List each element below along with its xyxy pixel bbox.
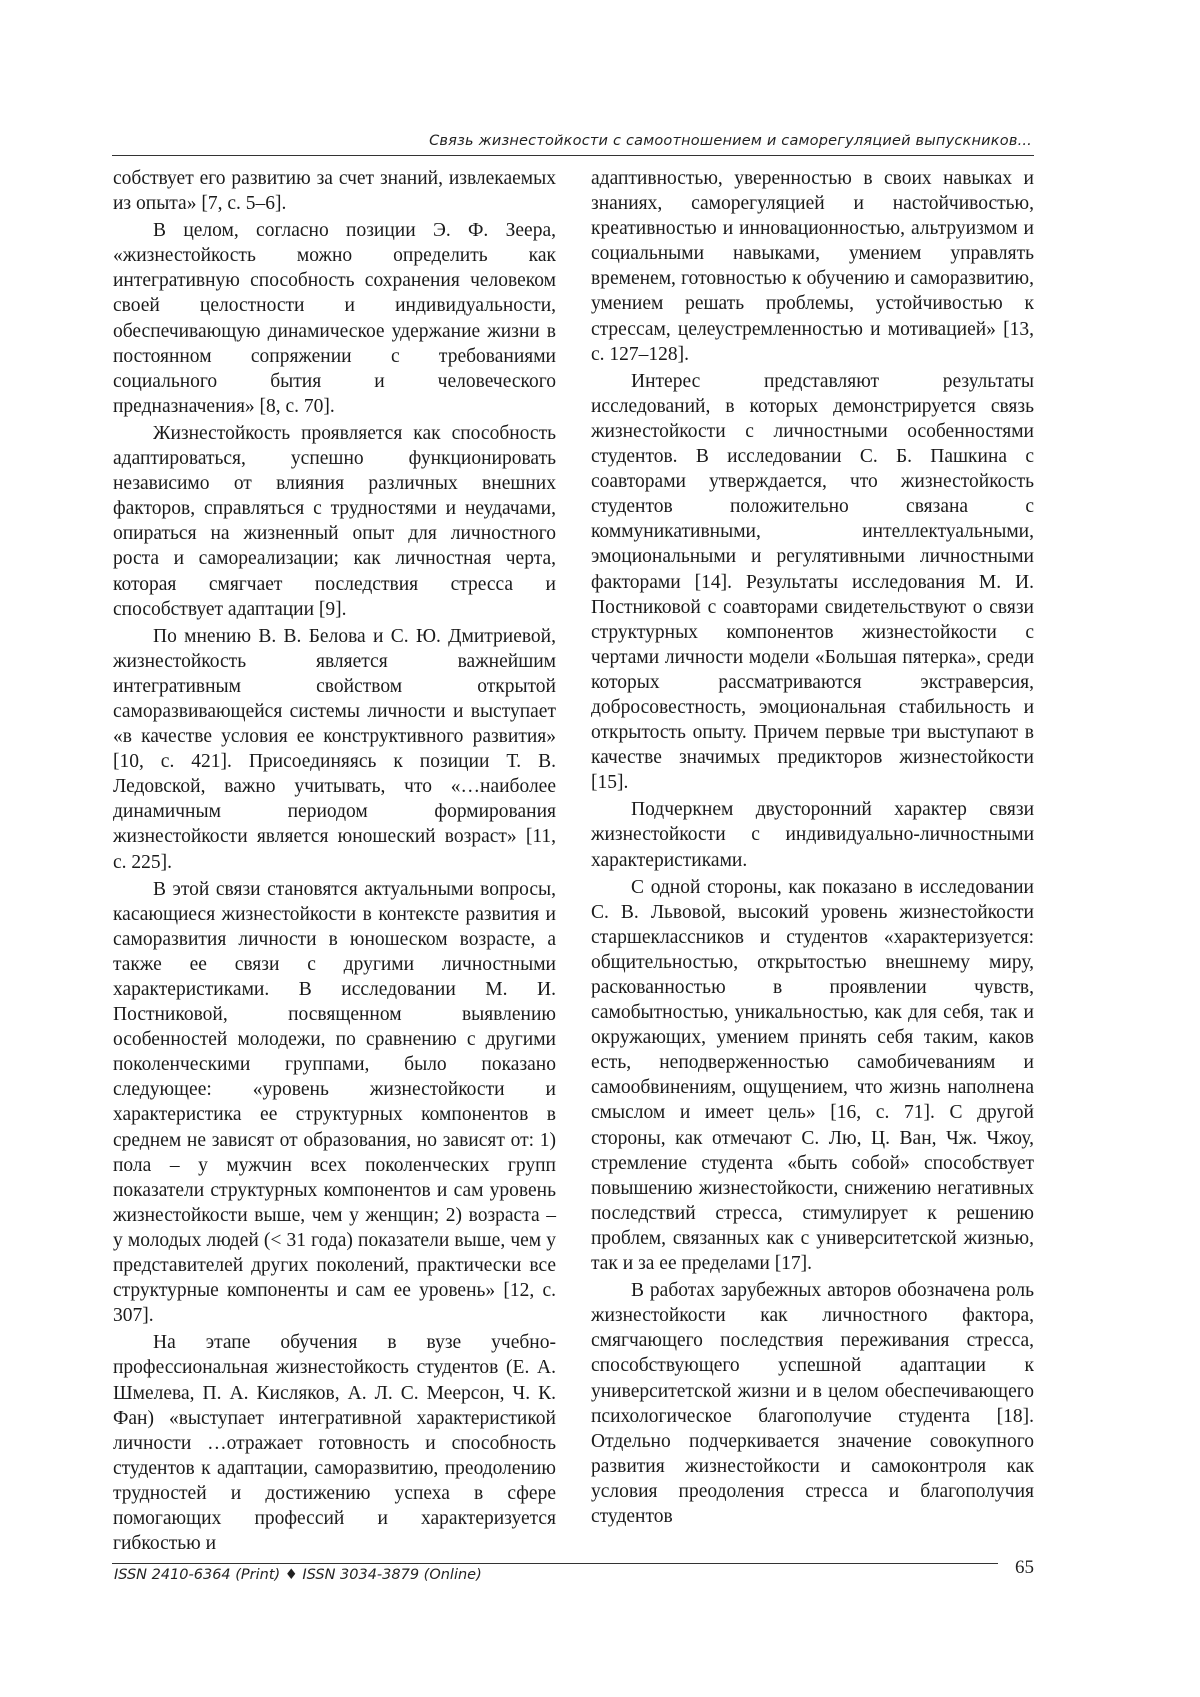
header-divider (112, 155, 1034, 156)
paragraph: адаптивностью, уверенностью в своих навыках и знаниях, саморегуляцией и настойчивостью, креативностью и инновационностью, альтруизмом и социальными навыками, умением управлять временем, готовностью к обучению и саморазвитию, умением решать проблемы, устойчивостью к стрессам, целеустремленностью и мотивацией» [13, с. 127–128]. (591, 168, 1034, 365)
paragraph: Подчеркнем двусторонний характер связи жизнестойкости с индивидуально-личностными характеристиками. (591, 799, 1034, 871)
footer-divider (112, 1563, 998, 1564)
paragraph: В работах зарубежных авторов обозначена роль жизнестойкости как личностного фактора, смягчающего последствия переживания стресса, способствующего успешной адаптации к университетской жизни и в целом обеспечивающего психологическое благополучие студента [18]. Отдельно подчеркивается значение совокупного развития жизнестойкости и самоконтроля как условия преодоления стресса и благополучия студентов (591, 1280, 1034, 1527)
paragraph: В целом, согласно позиции Э. Ф. Зеера, «жизнестойкость можно определить как интегративную способность сохранения человеком своей целостности и индивидуальности, обеспечивающую динамическое удержание жизни в постоянном сопряжении с требованиями социального бытия и человеческого предназначения» [8, с. 70]. (113, 220, 556, 417)
page-number: 65 (1015, 1557, 1034, 1578)
left-column (113, 166, 556, 1558)
paragraph: Жизнестойкость проявляется как способность адаптироваться, успешно функционировать независимо от влияния различных внешних факторов, справляться с трудностями и неудачами, опираться на жизненный опыт для личностного роста и самореализации; как личностная черта, которая смягчает последствия стресса и способствует адаптации [9]. (113, 422, 556, 620)
paragraph: собствует его развитию за счет знаний, извлекаемых из опыта» [7, с. 5–6]. (113, 168, 556, 215)
paragraph: В этой связи становятся актуальными вопросы, касающиеся жизнестойкости в контексте развития и саморазвития личности в юношеском возрасте, а также ее связи с другими личностными характеристиками. В исследовании М. И. Постниковой, посвященном выявлению особенностей молодежи, по сравнению с другими поколенческими группами, было показано следующее: «уровень жизнестойкости и характеристика ее структурных компонентов в среднем не зависят от образования, но зависят от: 1) пола – у мужчин всех поколенческих групп показатели структурных компонентов и сам уровень жизнестойкости выше, чем у женщин; 2) возраста – у молодых людей (< 31 года) показатели выше, чем у представителей других поколений, практически все структурные компоненты и сам ее уровень» [12, с. 307]. (113, 878, 556, 1327)
paragraph: По мнению В. В. Белова и С. Ю. Дмитриевой, жизнестойкость является важнейшим интегративным свойством открытой саморазвивающейся системы личности и выступает «в качестве условия ее конструктивного развития» [10, с. 421]. Присоединяясь к позиции Т. В. Ледовской, важно учитывать, что «…наиболее динамичным периодом формирования жизнестойкости является юношеский возраст» [11, с. 225]. (113, 625, 556, 873)
running-header: Связь жизнестойкости с самоотношением и саморегуляцией выпускников... (429, 133, 1032, 149)
paragraph: На этапе обучения в вузе учебно-профессиональная жизнестойкость студентов (Е. А. Шмелева, П. А. Кисляков, А. Л. С. Меерсон, Ч. К. Фан) «выступает интегративной характеристикой личности …отражает готовность и способность студентов к адаптации, саморазвитию, преодолению трудностей и достижению успеха в сфере помогающих профессий и характеризуется гибкостью и (113, 1332, 556, 1555)
paragraph: Интерес представляют результаты исследований, в которых демонстрируется связь жизнестойкости с личностными особенностями студентов. В исследовании С. Б. Пашкина с соавторами утверждается, что жизнестойкость студентов положительно связана с коммуникативными, интеллектуальными, эмоциональными и регулятивными личностными факторами [14]. Результаты исследования М. И. Постниковой с соавторами свидетельствуют о связи структурных компонентов жизнестойкости с чертами личности модели «Большая пятерка», среди которых рассматриваются экстраверсия, добросовестность, эмоциональная стабильность и открытость опыту. Причем первые три выступают в качестве значимых предикторов жизнестойкости [15]. (591, 370, 1034, 794)
paragraph: С одной стороны, как показано в исследовании С. В. Львовой, высокий уровень жизнестойкости старшеклассников и студентов «характеризуется: общительностью, открытостью внешнему миру, раскованностью в проявлении чувств, самобытностью, уникальностью, как для себя, так и окружающих, умением принять себя таким, каков есть, неподверженностью самобичеваниям и самообвинениям, ощущением, что жизнь наполнена смыслом и имеет цель» [16, с. 71]. С другой стороны, как отмечают С. Лю, Ц. Ван, Чж. Чжоу, стремление студента «быть собой» способствует повышению жизнестойкости, снижению негативных последствий стресса, стимулирует к решению проблем, связанных как с университетской жизнью, так и за ее пределами [17]. (591, 876, 1034, 1275)
right-column (591, 166, 1034, 1531)
footer-issn: ISSN 2410-6364 (Print) ♦ ISSN 3034-3879 (Online) (114, 1567, 482, 1583)
